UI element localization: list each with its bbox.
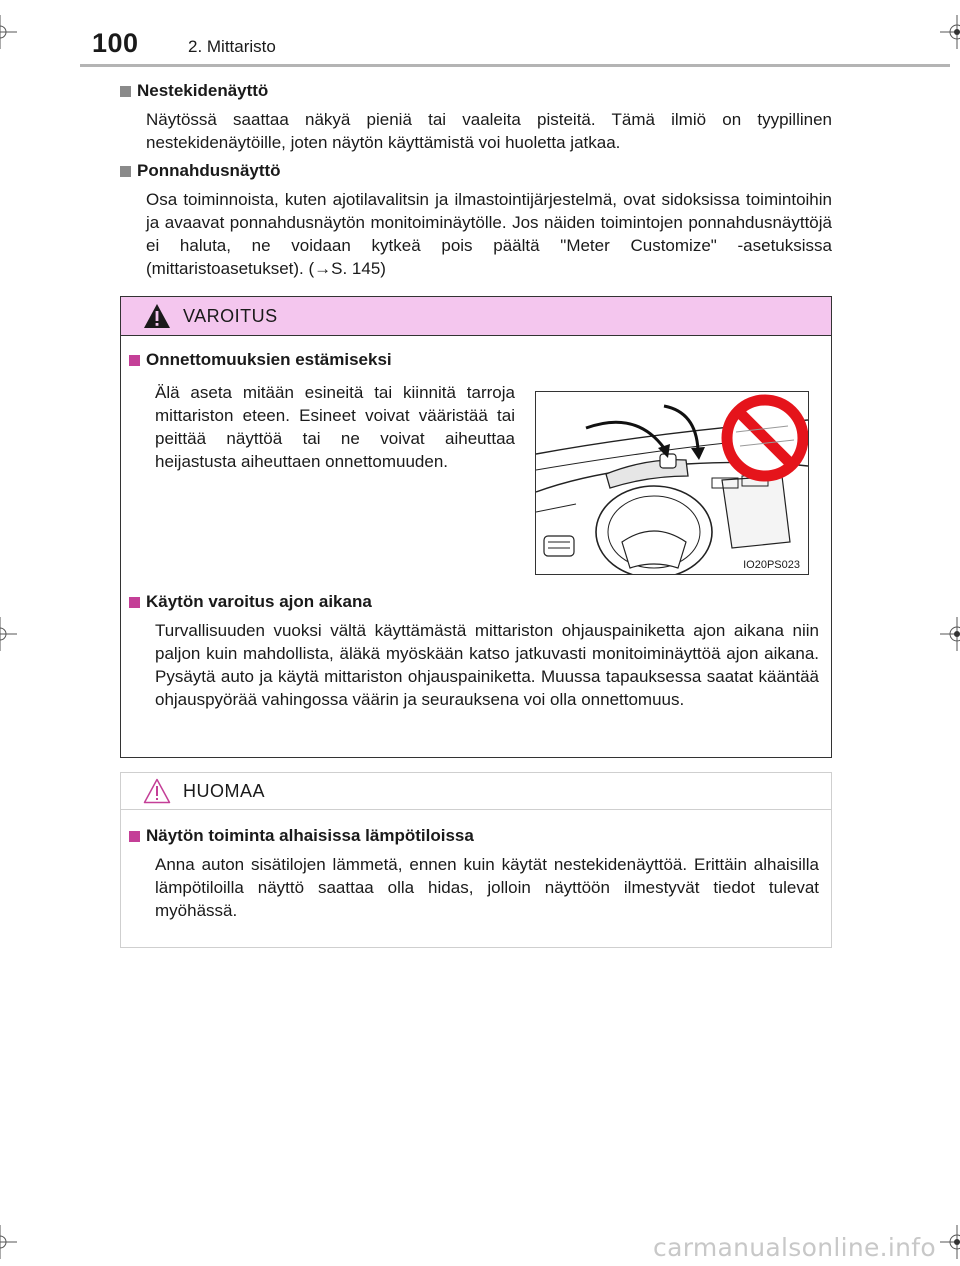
section-lcd bbox=[120, 80, 832, 154]
section-heading-text: Ponnahdusnäyttö bbox=[137, 161, 281, 180]
warning-title: VAROITUS bbox=[183, 305, 278, 326]
section-title: 2. Mittaristo bbox=[188, 37, 276, 56]
warning-item-text: Turvallisuuden vuoksi vältä käyttämästä mittariston ohjauspainiketta ajon aikana niin paljon kuin mahdollista, äläkä myöskään katso jatkuvasti monitoiminäyttöä ajon aikana. Pysäytä auto ja käytä mittariston ohjauspainiketta. Muussa tapauksessa saatat kääntää ohjauspyörää vahingossa väärin ja seurauksena voi olla onnettomuus. bbox=[155, 621, 819, 709]
warning-box bbox=[120, 296, 832, 758]
crop-mark-top-right bbox=[940, 15, 960, 49]
square-bullet-icon bbox=[129, 597, 140, 608]
notice-item-heading-text: Näytön toiminta alhaisissa lämpötiloissa bbox=[146, 826, 474, 845]
notice-item-text: Anna auton sisätilojen lämmetä, ennen kuin käytät nestekidenäyttöä. Erittäin alhaisilla lämpötiloilla näyttö saattaa olla hidas, jolloin näyttöön ilmestyvät tiedot tulevat myöhässä. bbox=[155, 855, 819, 920]
dashboard-illustration bbox=[535, 391, 809, 575]
notice-item bbox=[129, 825, 819, 922]
warning-item-heading bbox=[129, 591, 819, 613]
square-bullet-icon bbox=[120, 86, 131, 97]
section-heading bbox=[120, 160, 832, 182]
square-bullet-icon bbox=[120, 166, 131, 177]
notice-item-heading bbox=[129, 825, 819, 847]
warning-triangle-icon bbox=[143, 303, 171, 329]
watermark: carmanualsonline.info bbox=[653, 1233, 936, 1262]
dashboard-drawing-icon bbox=[536, 392, 808, 574]
header-rule bbox=[80, 64, 950, 67]
notice-title: HUOMAA bbox=[183, 780, 266, 801]
square-bullet-icon bbox=[129, 355, 140, 366]
crop-mark-mid-right bbox=[940, 617, 960, 651]
section-popup bbox=[120, 160, 832, 280]
warning-item bbox=[129, 591, 819, 711]
crop-mark-bottom-left bbox=[0, 1225, 17, 1259]
section-heading bbox=[120, 80, 832, 102]
notice-header bbox=[121, 773, 831, 810]
section-heading-text: Nestekidenäyttö bbox=[137, 81, 269, 100]
warning-header bbox=[121, 297, 831, 336]
notice-box bbox=[120, 772, 832, 948]
section-paragraph: Osa toiminnoista, kuten ajotilavalitsin ja ilmastointijärjestelmä, ovat sidoksissa toimintoihin ja avaavat ponnahdusnäytön monitoiminäytölle. Jos näiden toimintojen ponnahdusnäyttöjä ei haluta, ne voidaan kytkeä pois päältä "Meter Customize" -asetuksissa (mittaristoasetukset). (→S. 145) bbox=[146, 190, 832, 278]
warning-item-heading bbox=[129, 349, 819, 371]
crop-mark-bottom-right bbox=[940, 1225, 960, 1259]
notice-triangle-icon bbox=[143, 778, 171, 804]
warning-item bbox=[129, 349, 819, 371]
warning-item-text: Älä aseta mitään esineitä tai kiinnitä tarroja mittariston eteen. Esineet voivat vääristää tai peittää näyttöä tai ne voivat aiheuttaa heijastusta aiheuttaen onnettomuuden. bbox=[155, 383, 515, 471]
square-bullet-icon bbox=[129, 831, 140, 842]
crop-mark-mid-left bbox=[0, 617, 17, 651]
crop-mark-top-left bbox=[0, 15, 17, 49]
page-number: 100 bbox=[92, 28, 139, 58]
warning-item-heading-text: Käytön varoitus ajon aikana bbox=[146, 592, 372, 611]
warning-item-heading-text: Onnettomuuksien estämiseksi bbox=[146, 350, 392, 369]
section-paragraph: Näytössä saattaa näkyä pieniä tai vaaleita pisteitä. Tämä ilmiö on tyypillinen nestekidenäytöille, joten näytön käyttämistä voi huoletta jatkaa. bbox=[146, 110, 832, 152]
illustration-code: IO20PS023 bbox=[743, 559, 800, 571]
